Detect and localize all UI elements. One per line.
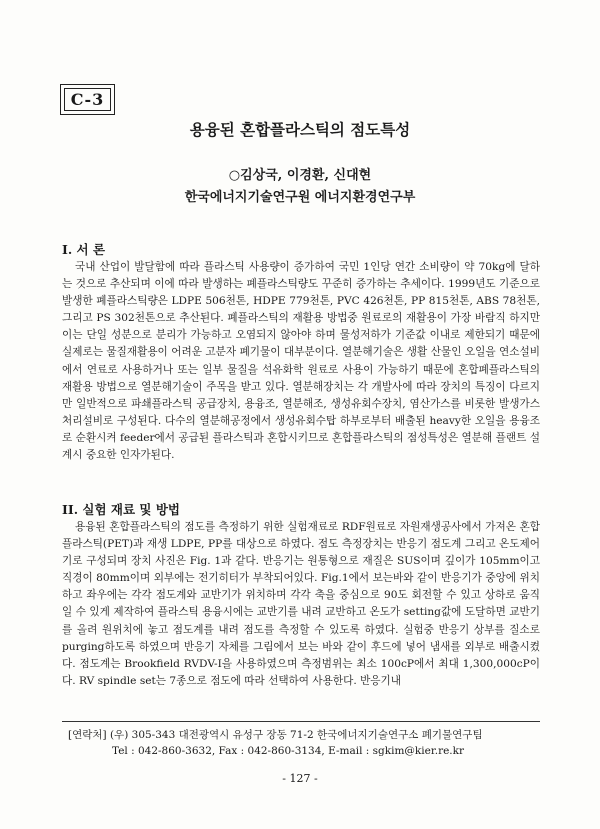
page-number: - 127 - — [282, 772, 318, 785]
section-heading-methods: II. 실험 재료 및 방법 — [62, 502, 180, 517]
author-list: ○김상국, 이경환, 신대현 — [228, 168, 372, 183]
contact-info — [68, 727, 538, 759]
section-heading-introduction: I. 서 론 — [62, 242, 106, 257]
contact-phone-email: Tel : 042-860-3632, Fax : 042-860-3134, E-mail : sgkim@kier.re.kr — [112, 745, 465, 757]
session-code: C-3 — [70, 90, 105, 109]
paper-title: 용융된 혼합플라스틱의 점도특성 — [189, 120, 411, 139]
contact-address: [연락처] (우) 305-343 대전광역시 유성구 장동 71-2 한국에너지기술연구소 폐기물연구팀 — [68, 729, 483, 741]
affiliation: 한국에너지기술연구원 에너지환경연구부 — [184, 190, 416, 205]
introduction-paragraph: 국내 산업이 발달함에 따라 플라스틱 사용량이 증가하여 국민 1인당 연간 소비량이 약 70kg에 달하는 것으로 추산되며 이에 따라 발생하는 폐플라스틱량도 꾸준히 증가하는 추세이다. 1999년도 기준으로 발생한 폐플라스틱량은 LDPE 506천톤, HDPE 779천톤, PVC 426천톤, PP 815천톤, ABS 78천톤, 그리고 PS 302천톤으로 추산된다. 폐플라스틱의 재활용 방법중 원료로의 재활용이 가장 바람직 하지만 이는 단일 성분으로 분리가 가능하고 오염되지 않아야 하며 물성저하가 기준값 이내로 제한되기 때문에 실제로는 물질재활용이 어려운 고분자 폐기물이 대부분이다. 열분해기술은 생활 산물인 오일을 연소설비에서 연료로 사용하거나 또는 일부 물질을 석유화학 원료로 사용이 가능하기 때문에 혼합폐플라스틱의 재활용 방법으로 열분해기술이 주목을 받고 있다. 열분해장치는 각 개발사에 따라 장치의 특징이 다르지만 일반적으로 파쇄플라스틱 공급장치, 용융조, 열분해조, 생성유회수장치, 염산가스를 비롯한 발생가스 처리설비로 구성된다. 다수의 열분해공정에서 생성유회수탑 하부로부터 배출된 heavy한 오일을 용융조로 순환시켜 feeder에서 공급된 플라스틱과 혼합시키므로 혼합플라스틱의 점성특성은 열분해 플랜트 설계시 중요한 인자가된다. — [62, 261, 540, 462]
footer-divider — [62, 721, 540, 722]
methods-paragraph: 용융된 혼합플라스틱의 점도를 측정하기 위한 실험재료로 RDF원료로 자원재생공사에서 가져온 혼합플라스틱(PET)과 재생 LDPE, PP를 대상으로 하였다. 점도 측정장치는 반응기 점도계 그리고 온도제어기로 구성되며 장치 사진은 Fig. 1과 같다. 반응기는 원통형으로 재질은 SUS이며 깊이가 105mm이고 직경이 80mm이며 외부에는 전기히터가 부착되어있다. Fig.1에서 보는바와 같이 반응기가 중앙에 위치하고 좌우에는 각각 점도계와 교반기가 위치하며 각각 축을 중심으로 90도 회전할 수 있고 상하로 움직일 수 있게 제작하여 플라스틱 용융시에는 교반기를 내려 교반하고 온도가 setting값에 도달하면 교반기를 올려 원위치에 놓고 점도계를 내려 점도를 측정할 수 있도록 하였다. 실험중 반응기 상부를 질소로 purging하도록 하였으며 반응기 자체를 그림에서 보는 바와 같이 후드에 넣어 냄새를 외부로 배출시켰다. 점도계는 Brookfield RVDV-I을 사용하였으며 측정범위는 최소 100cP에서 최대 1,300,000cP이다. RV spindle set는 7종으로 점도에 따라 선택하여 사용한다. 반응기내 — [62, 521, 540, 687]
session-code-box — [60, 84, 115, 115]
